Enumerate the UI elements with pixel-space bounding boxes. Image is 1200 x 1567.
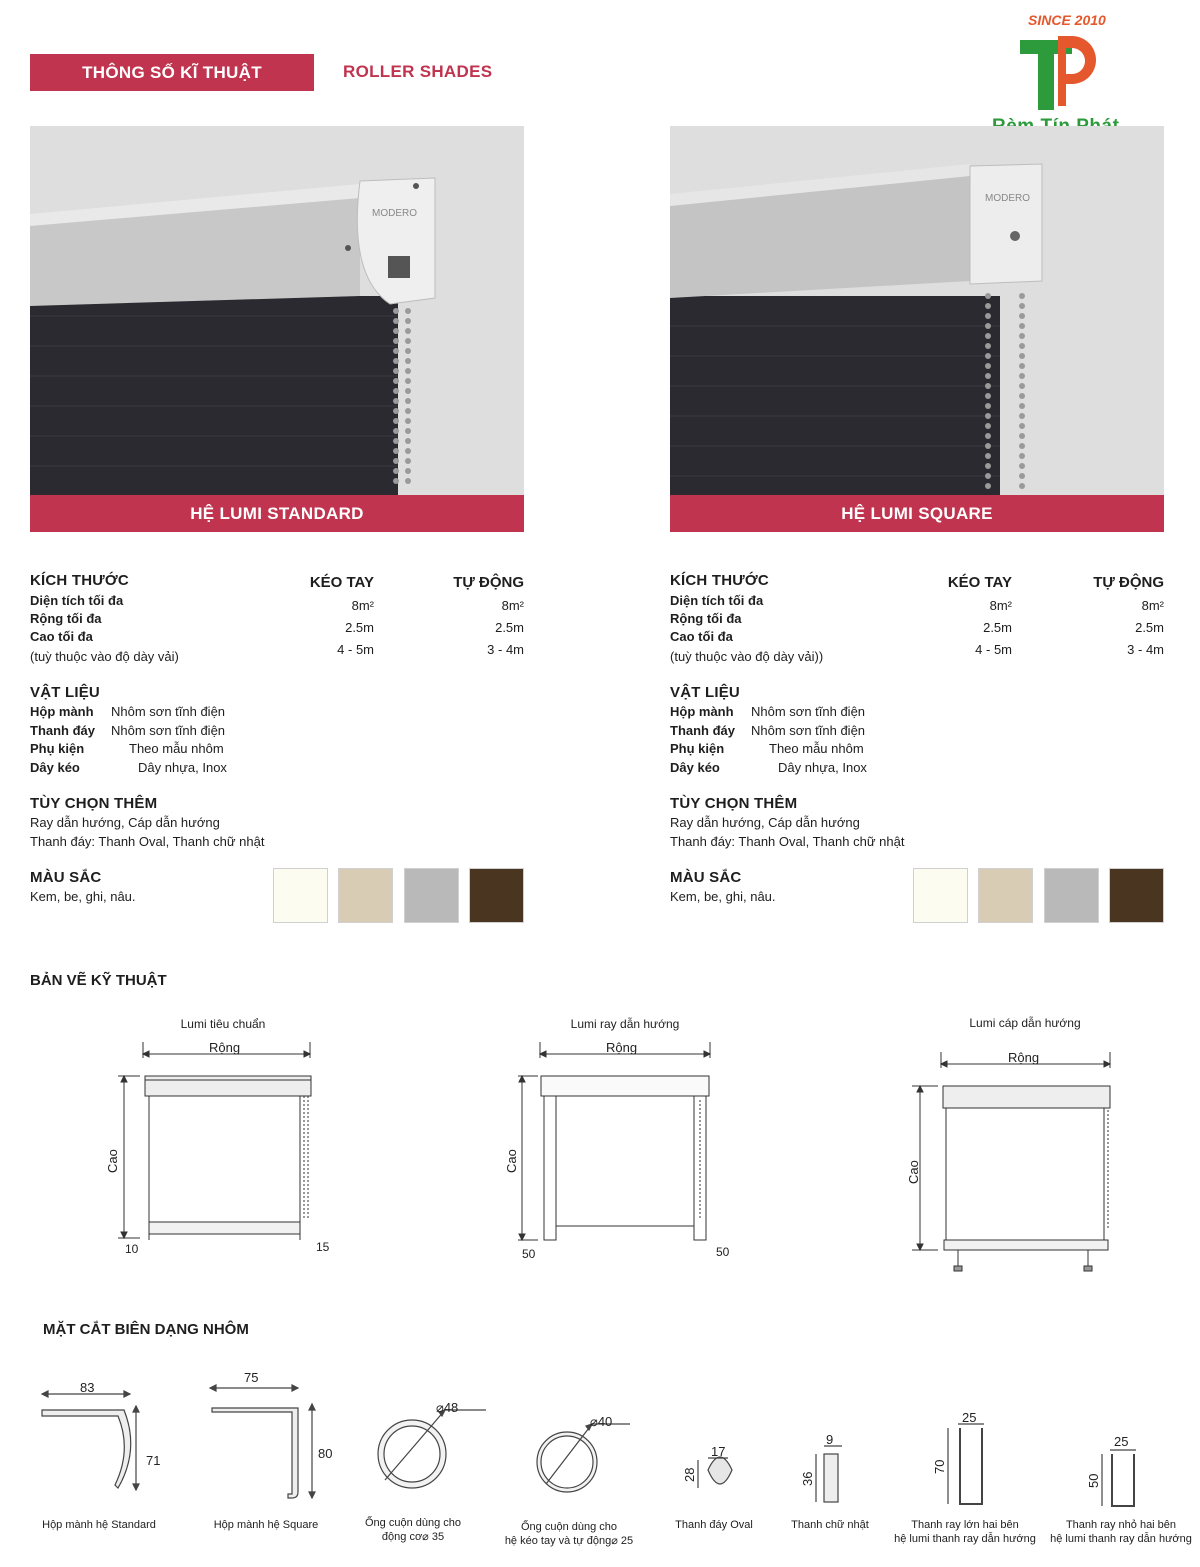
size-row-manual: 4 - 5m [337, 642, 374, 657]
size-row-auto: 2.5m [1135, 620, 1164, 635]
drawing-label: Lumi ray dẫn hướng [570, 1017, 680, 1031]
profile-dim: 83 [80, 1380, 95, 1395]
size-row-label: Cao tối đa [30, 629, 93, 644]
material-value: Nhôm sơn tĩnh điện [751, 704, 866, 719]
roller-square-illustration [670, 126, 1164, 496]
profile-caption: Hộp mành hệ Square [213, 1519, 319, 1531]
material-value: Theo mẫu nhôm [129, 741, 224, 756]
logo-tp-mark [1018, 32, 1098, 114]
option-item: Ray dẫn hướng, Cáp dẫn hướng [670, 815, 860, 830]
size-row-manual: 2.5m [345, 620, 374, 635]
photo-lumi-standard [30, 126, 524, 496]
material-label: Hộp mành [670, 704, 734, 719]
drawing-right-dim: 50 [716, 1245, 730, 1259]
profile-caption: Thanh chữ nhật [791, 1519, 869, 1531]
aluminium-profiles [0, 1370, 1200, 1515]
material-label: Hộp mành [30, 704, 94, 719]
option-item: Ray dẫn hướng, Cáp dẫn hướng [30, 815, 220, 830]
size-row-auto: 8m² [1141, 598, 1164, 613]
size-row-auto: 3 - 4m [487, 642, 524, 657]
profile-caption: Thanh đáy Oval [675, 1519, 753, 1531]
size-row-manual: 8m² [351, 598, 374, 613]
material-label: Thanh đáy [30, 723, 96, 738]
size-row-label: Rộng tối đa [670, 611, 742, 626]
size-row-auto: 3 - 4m [1127, 642, 1164, 657]
material-label: Thanh đáy [670, 723, 736, 738]
profile-dim: 25 [1114, 1434, 1129, 1449]
drawing-width-label: Rộng [209, 1040, 241, 1055]
color-text: Kem, be, ghi, nâu. [30, 889, 136, 904]
profile-dim: ⌀48 [436, 1400, 459, 1415]
col-auto: TỰ ĐỘNG [453, 574, 524, 591]
material-label: Phụ kiện [30, 741, 85, 756]
profile-dim: 28 [682, 1467, 697, 1482]
swatch-grey [404, 868, 459, 923]
drawing-left-dim: 50 [522, 1247, 536, 1261]
profile-caption: Ống cuộn dùng cho hệ kéo tay và tự động⌀ 25 [504, 1521, 634, 1547]
profile-caption: Ống cuộn dùng cho động cơ⌀ 35 [364, 1517, 462, 1543]
size-row-label: Diện tích tối đa [30, 593, 124, 608]
size-row-label: Diện tích tối đa [670, 593, 764, 608]
size-title: KÍCH THƯỚC [30, 572, 129, 589]
profile-dim: 75 [244, 1370, 259, 1385]
size-row-manual: 4 - 5m [975, 642, 1012, 657]
profile-caption: Thanh ray nhỏ hai bên hệ lumi thanh ray dẫn hướng [1050, 1519, 1192, 1545]
material-value: Nhôm sơn tĩnh điện [111, 723, 226, 738]
caption-lumi-square: HỆ LUMI SQUARE [670, 495, 1164, 532]
profile-caption: Hộp mành hệ Standard [42, 1519, 156, 1531]
material-title: VẬT LIỆU [30, 684, 100, 701]
size-row-manual: 2.5m [983, 620, 1012, 635]
drawing-height-label: Cao [504, 1149, 519, 1173]
swatch-beige [978, 868, 1033, 923]
material-label: Dây kéo [670, 760, 720, 775]
photo-left-box-text: MODERO [372, 208, 417, 219]
size-row-auto: 2.5m [495, 620, 524, 635]
col-manual: KÉO TAY [947, 574, 1012, 591]
profiles-title: MẶT CẮT BIÊN DẠNG NHÔM [43, 1321, 249, 1338]
swatch-cream [913, 868, 968, 923]
page-title: THÔNG SỐ KĨ THUẬT [30, 54, 314, 91]
color-text: Kem, be, ghi, nâu. [670, 889, 776, 904]
drawing-right-dim: 15 [316, 1240, 330, 1254]
profile-caption: Thanh ray lớn hai bên hệ lumi thanh ray dẫn hướng [894, 1519, 1036, 1545]
profile-dim: 9 [826, 1432, 834, 1447]
profile-dim: ⌀40 [590, 1414, 613, 1429]
material-value: Nhôm sơn tĩnh điện [751, 723, 866, 738]
drawing-label: Lumi tiêu chuẩn [180, 1017, 266, 1031]
size-row-auto: 8m² [501, 598, 524, 613]
profile-dim: 36 [800, 1471, 815, 1486]
option-item: Thanh đáy: Thanh Oval, Thanh chữ nhật [30, 834, 265, 849]
roller-standard-illustration [30, 126, 524, 496]
options-title: TÙY CHỌN THÊM [30, 795, 158, 812]
material-value: Nhôm sơn tĩnh điện [111, 704, 226, 719]
profile-dim: 70 [932, 1459, 947, 1474]
profile-dim: 50 [1086, 1473, 1101, 1488]
material-value: Dây nhựa, Inox [778, 760, 867, 775]
profile-dim: 80 [318, 1446, 333, 1461]
col-auto: TỰ ĐỘNG [1093, 574, 1164, 591]
drawing-label: Lumi cáp dẫn hướng [969, 1016, 1081, 1030]
photo-right-box-text: MODERO [985, 193, 1030, 204]
swatch-beige [338, 868, 393, 923]
material-value: Dây nhựa, Inox [138, 760, 227, 775]
drawing-height-label: Cao [906, 1160, 921, 1184]
drawing-height-label: Cao [105, 1149, 120, 1173]
col-manual: KÉO TAY [309, 574, 374, 591]
swatch-brown [469, 868, 524, 923]
size-note: (tuỳ thuộc vào độ dày vải) [30, 649, 179, 664]
color-title: MÀU SẮC [30, 869, 102, 886]
options-title: TÙY CHỌN THÊM [670, 795, 798, 812]
profile-dim: 71 [146, 1453, 161, 1468]
swatch-brown [1109, 868, 1164, 923]
option-item: Thanh đáy: Thanh Oval, Thanh chữ nhật [670, 834, 905, 849]
drawing-left-dim: 10 [125, 1242, 139, 1256]
size-title: KÍCH THƯỚC [670, 572, 769, 589]
size-row-label: Rộng tối đa [30, 611, 102, 626]
photo-lumi-square [670, 126, 1164, 496]
page-subtitle: ROLLER SHADES [343, 62, 493, 81]
profile-dim: 17 [711, 1444, 726, 1459]
profile-dim: 25 [962, 1410, 977, 1425]
material-label: Phụ kiện [670, 741, 725, 756]
drawings-title: BẢN VẼ KỸ THUẬT [30, 972, 167, 989]
material-title: VẬT LIỆU [670, 684, 740, 701]
color-title: MÀU SẮC [670, 869, 742, 886]
material-label: Dây kéo [30, 760, 80, 775]
material-value: Theo mẫu nhôm [769, 741, 864, 756]
caption-lumi-standard: HỆ LUMI STANDARD [30, 495, 524, 532]
size-note: (tuỳ thuộc vào độ dày vải)) [670, 649, 824, 664]
size-row-manual: 8m² [989, 598, 1012, 613]
drawing-width-label: Rộng [606, 1040, 638, 1055]
swatch-grey [1044, 868, 1099, 923]
technical-drawings [0, 1030, 1200, 1290]
logo-since: SINCE 2010 [1028, 12, 1106, 28]
drawing-width-label: Rộng [1008, 1050, 1040, 1065]
size-row-label: Cao tối đa [670, 629, 733, 644]
swatch-cream [273, 868, 328, 923]
